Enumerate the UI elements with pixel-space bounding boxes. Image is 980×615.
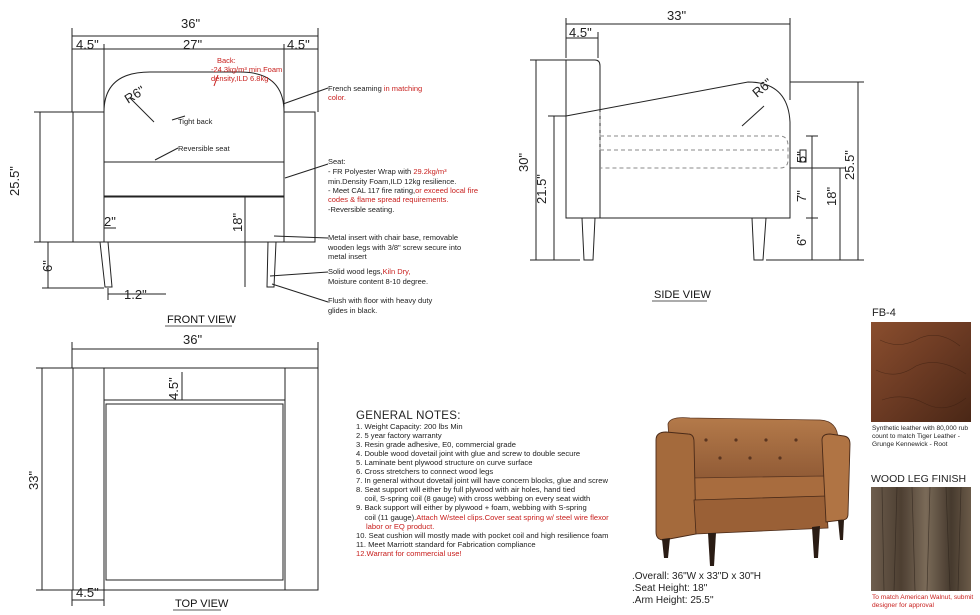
wood-swatch <box>871 487 971 591</box>
front-dim-height: 25.5" <box>7 166 22 196</box>
note-item: 1. Weight Capacity: 200 lbs Min <box>356 422 463 432</box>
front-dim-side-right: 4.5" <box>287 37 310 52</box>
side-dim-height-left: 30" <box>516 152 531 172</box>
callout-glide-2: glides in black. <box>328 306 378 315</box>
callout-seat-title: Seat: <box>328 157 346 166</box>
callout-glide-1: Flush with floor with heavy duty <box>328 296 433 305</box>
top-view-title: TOP VIEW <box>175 598 229 610</box>
front-labels <box>7 16 478 326</box>
general-notes <box>356 412 631 558</box>
note-item: 11. Meet Marriott standard for Fabrication compliance <box>356 539 536 549</box>
front-view <box>34 28 328 302</box>
front-dim-leg: 6" <box>40 260 55 272</box>
callout-back-title: Back: <box>217 56 236 65</box>
note-item: 10. Seat cushion will mostly made with pocket coil and high resilience foam <box>356 530 609 540</box>
note-item: 9. Back support will either by plywood + foam, webbing with S-spring <box>356 503 587 513</box>
fabric-code: FB-4 <box>872 307 896 319</box>
front-radius: R6" <box>121 82 148 107</box>
callout-seat-fire: - Meet CAL 117 fire rating,or exceed local fire <box>328 186 479 195</box>
side-dim-height-right: 25.5" <box>842 150 857 180</box>
front-dim-leg-width: 1.2" <box>124 287 147 302</box>
top-dim-arm: 4.5" <box>76 585 99 600</box>
note-item-red: Attach W/steel clips.Cover seat spring w/ steel wire flexor <box>416 512 609 522</box>
note-item: labor or EQ product. <box>366 521 435 531</box>
note-item: 4. Double wood dovetail joint with glue and screw to double secure <box>356 449 581 459</box>
front-dim-side-left: 4.5" <box>76 37 99 52</box>
front-dim-total: 36" <box>181 16 201 31</box>
summary-seat: .Seat Height: 18" <box>632 583 708 594</box>
note-item: 6. Cross stretchers to connect wood legs <box>356 467 494 477</box>
callout-back-density: density,ILD 6.8kg . <box>211 74 273 83</box>
fabric-caption: Synthetic leather with 80,000 rub count to match Tiger Leather - Grunge Kennewick - Root <box>872 425 969 448</box>
front-view-title: FRONT VIEW <box>167 314 236 326</box>
summary-overall: .Overall: 36"W x 33"D x 30"H <box>632 571 762 582</box>
callout-back-foam: -24.3kg/m³ min.Foam <box>211 65 283 74</box>
note-item: 3. Resin grade adhesive, E0, commercial grade <box>356 440 516 450</box>
note-item: 8. Seat support will either by full plywood with air holes, hand tied <box>356 485 576 495</box>
note-item: coil, S-spring coil (8 gauge) with cross webbing on every seat width <box>356 494 591 504</box>
note-item: 5. Laminate bent plywood structure on curve surface <box>356 458 533 468</box>
armchair-photo <box>656 418 850 566</box>
callout-metal-3: metal insert <box>328 252 367 261</box>
note-item: 2. 5 year factory warranty <box>356 431 442 441</box>
summary-arm: .Arm Height: 25.5'' <box>632 595 714 606</box>
callout-moisture: Moisture content 8-10 degree. <box>328 277 429 286</box>
callout-legs: Solid wood legs,Kiln Dry, <box>328 267 411 276</box>
callout-seam-color: color. <box>328 93 346 102</box>
side-radius: R6" <box>749 75 776 101</box>
wood-finish-title: WOOD LEG FINISH <box>871 473 967 485</box>
front-dim-middle: 27" <box>183 37 203 52</box>
side-dim-leg: 6" <box>794 234 809 246</box>
side-dim-under-seat: 7" <box>794 190 809 202</box>
label-reversible-seat: Reversible seat <box>178 144 230 153</box>
side-dim-cushion: 5" <box>794 151 809 163</box>
note-item: coil (11 gauge).Attach W/steel clips.Cover seat spring w/ steel wire flexor <box>356 512 609 522</box>
side-dim-back: 4.5" <box>569 25 592 40</box>
front-dim-seat: 18" <box>230 212 245 232</box>
note-item: 12.Warrant for commercial use! <box>356 548 462 558</box>
callout-seat-wrap: - FR Polyester Wrap with 29.2kg/m³ <box>328 167 447 176</box>
callout-metal-1: Metal insert with chair base, removable <box>328 233 459 242</box>
callout-seat-reversible: -Reversible seating. <box>328 205 395 214</box>
callout-metal-2: wooden legs with 3/8" screw secure into <box>328 243 462 252</box>
fabric-swatch <box>871 322 971 422</box>
callout-seat-codes: codes & flame spread requirements. <box>328 195 449 204</box>
label-tight-back: Tight back <box>178 117 213 126</box>
side-labels <box>516 8 857 301</box>
top-dim-width: 36" <box>183 332 203 347</box>
callout-seam: French seaming in matching <box>328 84 423 93</box>
note-item: 7. In general without dovetail joint will have concern blocks, glue and screw <box>356 476 608 486</box>
side-dim-depth: 33" <box>667 8 687 23</box>
top-labels <box>26 332 229 610</box>
general-notes-heading: GENERAL NOTES: <box>356 410 461 422</box>
dimension-summary <box>632 571 761 607</box>
top-dim-depth: 33" <box>26 470 41 490</box>
callout-seat-foam: min.Density Foam,ILD 12kg resilience. <box>328 177 457 186</box>
side-dim-seat: 18" <box>824 186 839 206</box>
top-dim-back: 4.5" <box>166 377 181 400</box>
side-view <box>530 18 864 260</box>
side-dim-arm-left: 21.5" <box>534 174 549 204</box>
side-view-title: SIDE VIEW <box>654 289 711 301</box>
front-dim-gap: 2" <box>104 214 116 229</box>
wood-caption: To match American Walnut, submit designer for approval <box>872 594 974 609</box>
